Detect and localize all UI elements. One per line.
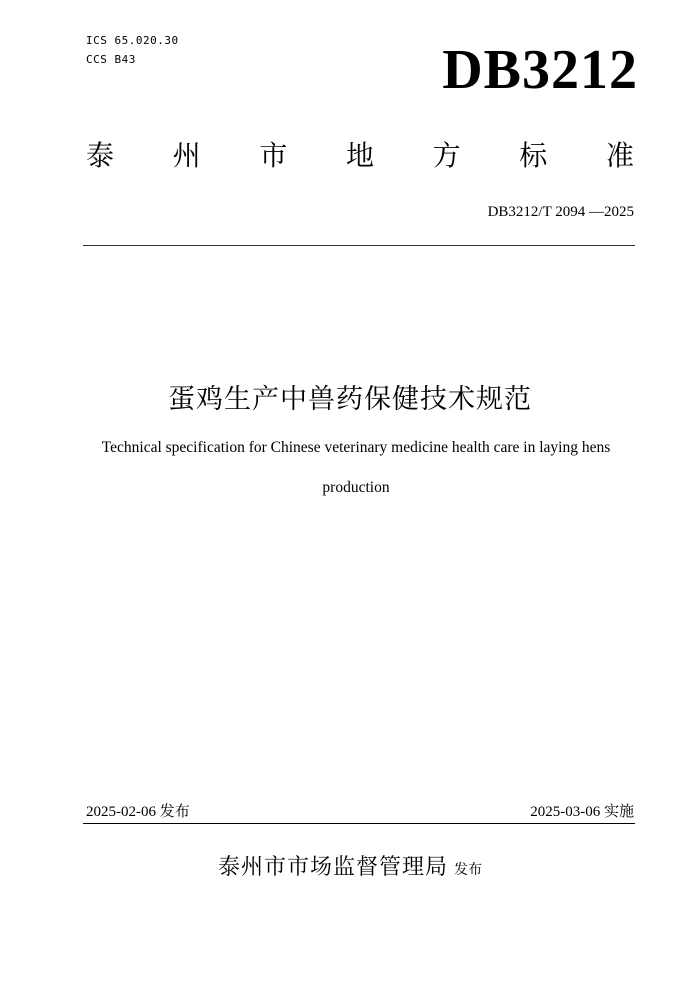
- standard-type-char: 方: [432, 139, 461, 172]
- standard-type-char: 地: [345, 139, 374, 172]
- publisher-line: [0, 850, 700, 881]
- title-english-line: production: [322, 479, 390, 496]
- db-code-heading: DB3212: [442, 39, 638, 101]
- ccs-code: CCS B43: [86, 53, 136, 66]
- title-chinese: 蛋鸡生产中兽药保健技术规范: [168, 384, 532, 415]
- standard-number: DB3212/T 2094 —2025: [487, 204, 634, 220]
- standard-type-char: 标: [519, 139, 548, 172]
- top-divider: [83, 245, 635, 246]
- bottom-divider: [83, 823, 635, 824]
- standard-type-char: 市: [259, 139, 288, 172]
- publisher-suffix: 发布: [454, 862, 482, 878]
- implementation-date: 2025-03-06 实施: [530, 804, 634, 820]
- standard-type-char: 准: [605, 139, 634, 172]
- ics-code: ICS 65.020.30: [86, 34, 179, 47]
- title-english-line: Technical specification for Chinese veterinary medicine health care in laying hens: [101, 439, 611, 456]
- standard-type-char: 泰: [86, 139, 115, 172]
- publisher-name: 泰州市市场监督管理局: [217, 855, 448, 880]
- issue-date: 2025-02-06 发布: [86, 804, 190, 820]
- standard-type-title: [86, 136, 634, 176]
- title-english: [80, 428, 632, 508]
- standard-type-char: 州: [172, 139, 201, 172]
